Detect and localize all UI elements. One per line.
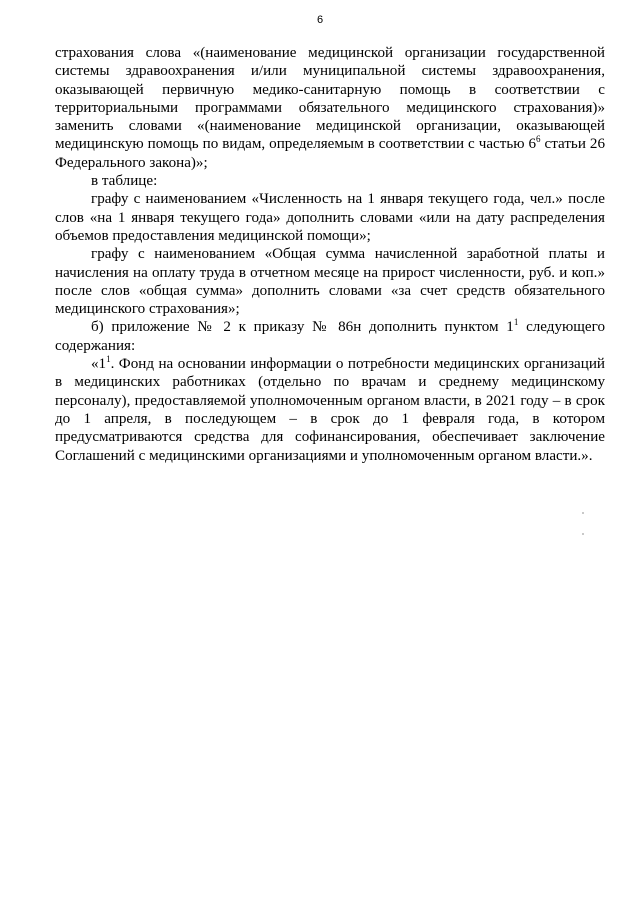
paragraph: [55, 355, 605, 465]
paragraph: [55, 190, 605, 245]
text-run: страхования слова «(наименование медицинской организации государственной системы здравоохранения и/или муниципальной системы здравоохранения, оказывающей первичную медико-санитарную помощь в соответствии с территориальными программами обязательного медицинского страхования)» заменить словами «(наименование медицинской организации, оказывающей медицинскую помощь по видам, определяемым в соответствии с частью 6: [55, 45, 605, 153]
text-run: графу с наименованием «Численность на 1 января текущего года, чел.» после слов «на 1 января текущего года» дополнить словами «или на дату распределения объемов предоставления медицинской помощи»;: [55, 191, 605, 244]
scan-artifact: [582, 533, 584, 535]
paragraph: [55, 44, 605, 172]
superscript: 1: [106, 354, 111, 365]
text-run: графу с наименованием «Общая сумма начисленной заработной платы и начисления на оплату труда в отчетном месяце на прирост численности, руб. и коп.» после слов «общая сумма» дополнить словами «за счет средств обязательного медицинского страхования»;: [55, 246, 605, 318]
scan-artifact: [582, 512, 584, 514]
text-run: статьи 26 Федерального закона)»;: [55, 136, 605, 171]
text-run: в таблице:: [91, 173, 158, 190]
text-run: «1: [91, 356, 107, 373]
document-body: [55, 44, 605, 465]
paragraph: [55, 318, 605, 355]
text-run: б) приложение № 2 к приказу № 86н дополнить пунктом 1: [91, 319, 514, 336]
page-number: 6: [316, 14, 324, 26]
text-run: следующего содержания:: [55, 319, 605, 354]
paragraph: [55, 172, 605, 190]
text-run: . Фонд на основании информации о потребности медицинских организаций в медицинских работниках (отдельно по врачам и среднему медицинскому персоналу), предоставляемой уполномоченным органом власти, в 2021 году – в срок до 1 апреля, в последующем – в срок до 1 февраля года, в котором предусматриваются средства для софинансирования, обеспечивает заключение Соглашений с медицинскими организациями и уполномоченным органом власти.».: [55, 356, 605, 464]
superscript: 1: [513, 317, 519, 328]
paragraph: [55, 245, 605, 318]
superscript: 6: [536, 134, 541, 145]
